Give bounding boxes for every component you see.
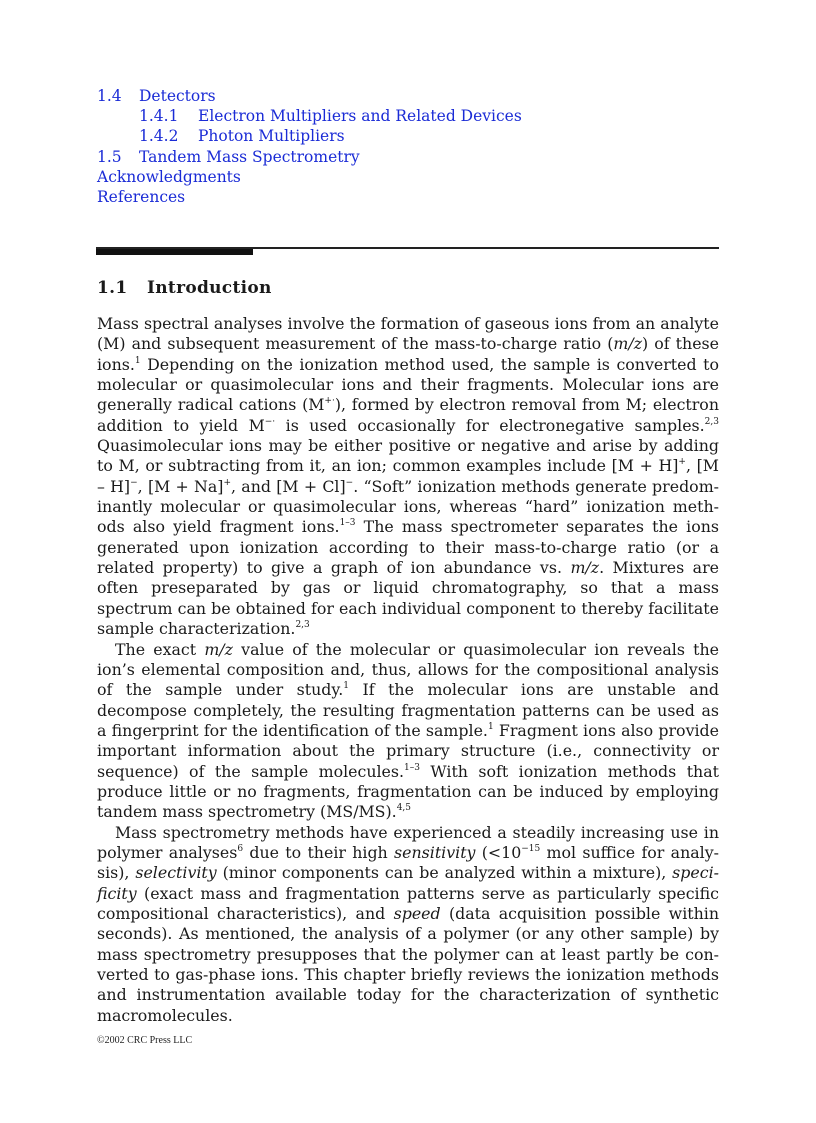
citation: 1–3 [339,518,356,529]
citation: 1 [343,681,349,692]
citation: 2,3 [704,416,719,427]
toc-item-detectors[interactable]: 1.4 Detectors [97,87,216,105]
citation: 1–3 [404,762,420,773]
copyright-footer: ©2002 CRC Press LLC [97,1035,193,1046]
toc-item-references[interactable]: References [97,188,186,207]
toc-item-electron-multipliers[interactable]: 1.4.1 Electron Multipliers and Related Devices [139,107,522,126]
citation: 1 [134,355,141,366]
toc-item-tandem-ms[interactable]: 1.5 Tandem Mass Spectrometry [97,147,360,166]
toc-item-acknowledgments[interactable]: Acknowledgments [97,167,241,186]
paragraph: Mass spectrometry methods have experienced a steadily increasing use in polymer analyses$^6$ due to their high sensitivity ($<10^{-15}$ mol suffice for analy-sis), selectivity (minor components can be analyzed within a mixture), speci-ficity (exact mass and fragmentation patterns serve as particularly specific compositional characteristics), and speed (data acquisition possible within seconds). As mentioned, the analysis of a polymer (or any other sample) by mass spectrometry presupposes that the polymer can at least partly be con-verted to gas-phase ions. This chapter briefly reviews the ionization methods and instrumentation available today for the characterization of synthetic macromolecules. [97,822,719,1025]
section-title: Introduction [147,278,272,298]
citation: 2,3 [295,620,310,631]
paragraph: Mass spectral analyses involve the formation of gaseous ions from an analyte (M) and subsequent measurement of the mass-to-charge ratio (m/z) of these ions.$^1$ Depending on the ionization method used, the sample is converted to molecular or quasimolecular ions and their fragments. Molecular ions are generally radical cations (M+·), formed by electron removal from M; electron addition to yield M−· is used occasionally for electronegative samples.$^{2,3}$ Quasimolecular ions may be either positive or negative and arise by adding to M, or subtracting from it, an ion; common examples include [M + H]+, [M – H]−, [M + Na]+, and [M + Cl]−. “Soft” ionization methods generate predom-inantly molecular or quasimolecular ions, whereas “hard” ionization meth-ods also yield fragment ions.$^{1-3}$ The mass spectrometer separates the ions generated upon ionization according to their mass-to-charge ratio (or a related property) to give a graph of ion abundance vs. m/z. Mixtures are often preseparated by gas or liquid chromatography, so that a mass spectrum can be obtained for each individual component to thereby facilitate sample characterization.$^{2,3}$ [97,314,720,639]
toc-item-photon-multipliers[interactable]: 1.4.2 Photon Multipliers [139,127,345,146]
citation: 6 [237,843,244,854]
body-text [97,314,719,1026]
section-number: 1.1 [97,278,128,298]
paragraph: The exact m/z value of the molecular or quasimolecular ion reveals the ion’s elemental composition and, thus, allows for the compositional analysis of the sample under study.$^1$ If the molecular ions are unstable and decompose completely, the resulting fragmentation patterns can be used as a fingerprint for the identification of the sample.$^1$ Fragment ions also provide important information about the primary structure (i.e., connectivity or sequence) of the sample molecules.$^{1-3}$ With soft ionization methods that produce little or no fragments, fragmentation can be induced by employing tandem mass spectrometry (MS/MS).$^{4,5}$ [97,639,720,822]
citation: 4,5 [396,803,412,814]
table-of-contents [97,86,522,207]
section-heading [97,278,272,298]
section-divider-bar [96,249,253,255]
citation: 1 [487,721,494,732]
